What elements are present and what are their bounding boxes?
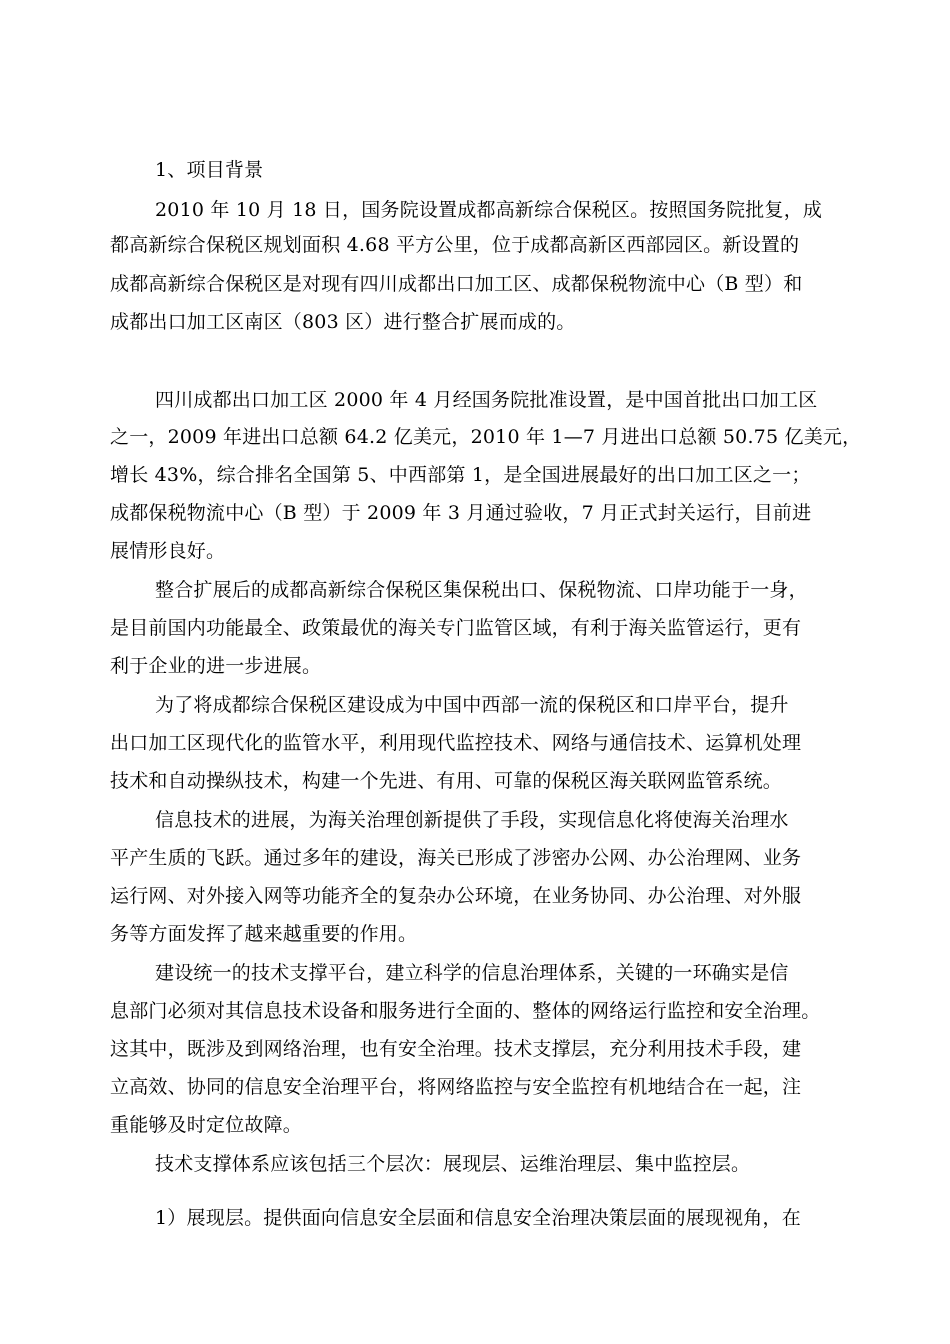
text-line: 增长 43%，综合排名全国第 5、中西部第 1，是全国进展最好的出口加工区之一； xyxy=(110,464,811,486)
text-line: 重能够及时定位故障。 xyxy=(110,1114,303,1136)
text-line: 运行网、对外接入网等功能齐全的复杂办公环境，在业务协同、办公治理、对外服 xyxy=(110,885,802,907)
text-line: 成都保税物流中心（B 型）于 2009 年 3 月通过验收，7 月正式封关运行，目前进 xyxy=(110,502,812,524)
text-line: 出口加工区现代化的监管水平，利用现代监控技术、网络与通信技术、运算机处理 xyxy=(110,732,802,754)
text-line: 信息技术的进展，为海关治理创新提供了手段，实现信息化将使海关治理水 xyxy=(155,809,789,831)
text-line: 2010 年 10 月 18 日，国务院设置成都高新综合保税区。按照国务院批复，成 xyxy=(155,199,823,221)
text-line: 展情形良好。 xyxy=(110,540,226,562)
section-heading: 1、项目背景 xyxy=(155,159,264,181)
text-line: 立高效、协同的信息安全治理平台，将网络监控与安全监控有机地结合在一起，注 xyxy=(110,1076,802,1098)
text-line: 是目前国内功能最全、政策最优的海关专门监管区域，有利于海关监管运行，更有 xyxy=(110,617,802,639)
text-line: 利于企业的进一步进展。 xyxy=(110,655,322,677)
text-line: 技术支撑体系应该包括三个层次：展现层、运维治理层、集中监控层。 xyxy=(155,1153,751,1175)
text-line: 技术和自动操纵技术，构建一个先进、有用、可靠的保税区海关联网监管系统。 xyxy=(110,770,783,792)
text-line: 这其中，既涉及到网络治理，也有安全治理。技术支撑层，充分利用技术手段，建 xyxy=(110,1038,802,1060)
text-line: 平产生质的飞跃。通过多年的建设，海关已形成了涉密办公网、办公治理网、业务 xyxy=(110,847,802,869)
text-line: 1）展现层。提供面向信息安全层面和信息安全治理决策层面的展现视角，在 xyxy=(155,1207,801,1229)
text-line: 息部门必须对其信息技术设备和服务进行全面的、整体的网络运行监控和安全治理。 xyxy=(110,1000,821,1022)
text-line: 务等方面发挥了越来越重要的作用。 xyxy=(110,923,418,945)
text-line: 建设统一的技术支撑平台，建立科学的信息治理体系，关键的一环确实是信 xyxy=(155,962,789,984)
text-line: 成都出口加工区南区（803 区）进行整合扩展而成的。 xyxy=(110,311,576,333)
text-line: 之一，2009 年进出口总额 64.2 亿美元，2010 年 1—7 月进出口总额 50.75 亿美元， xyxy=(110,426,862,448)
text-line: 为了将成都综合保税区建设成为中国中西部一流的保税区和口岸平台，提升 xyxy=(155,694,789,716)
text-line: 整合扩展后的成都高新综合保税区集保税出口、保税物流、口岸功能于一身， xyxy=(155,579,808,601)
text-line: 都高新综合保税区规划面积 4.68 平方公里，位于成都高新区西部园区。新设置的 xyxy=(110,234,800,256)
text-line: 四川成都出口加工区 2000 年 4 月经国务院批准设置，是中国首批出口加工区 xyxy=(155,389,818,411)
text-line: 成都高新综合保税区是对现有四川成都出口加工区、成都保税物流中心（B 型）和 xyxy=(110,273,803,295)
